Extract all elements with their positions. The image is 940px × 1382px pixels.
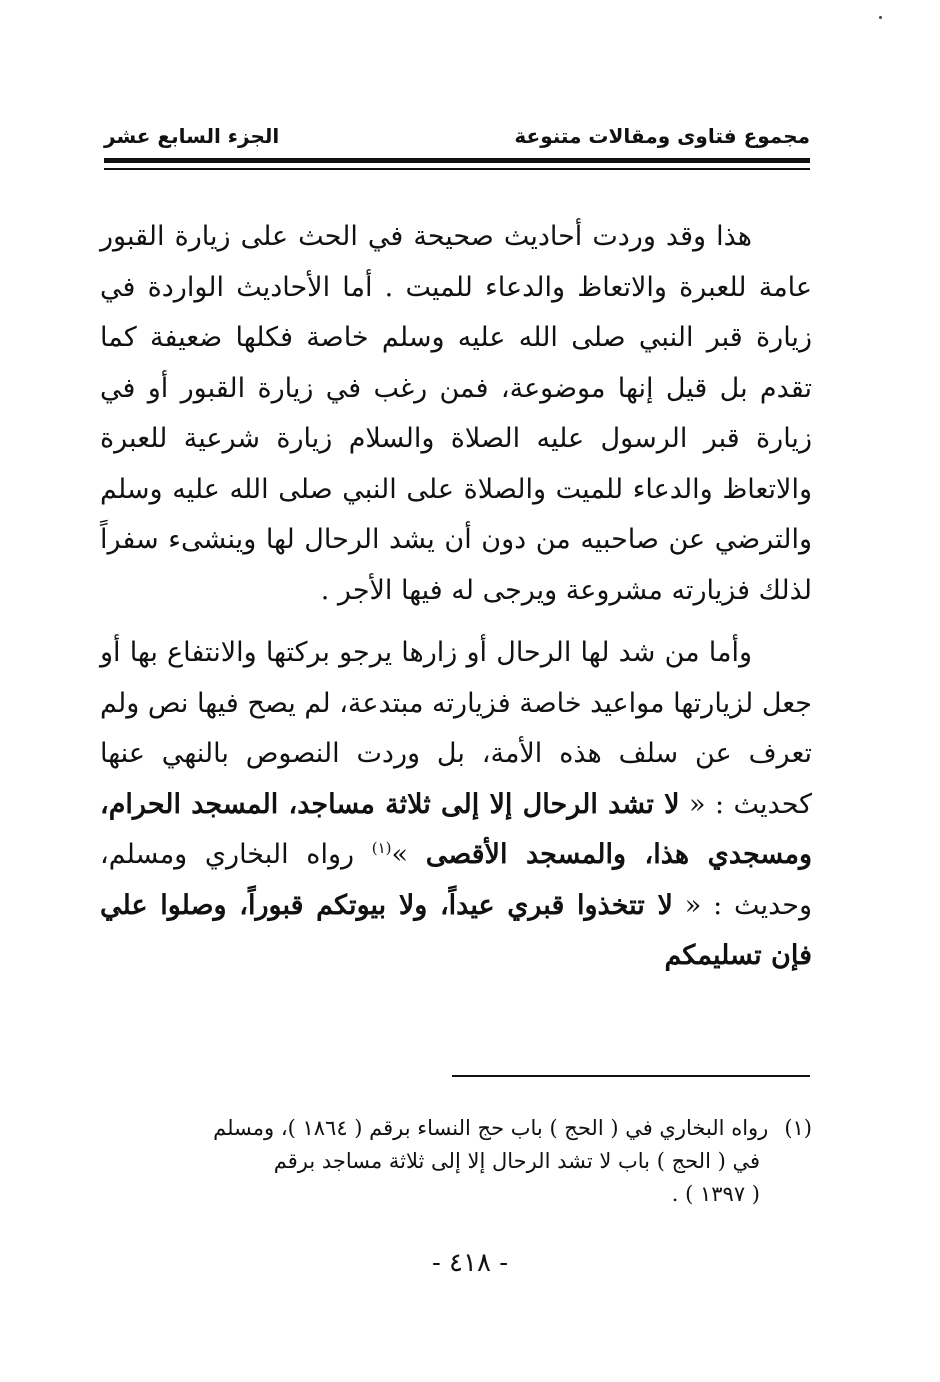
paragraph-2-mid: رواه البخاري ومسلم، وحديث : «	[100, 839, 812, 921]
running-header	[104, 124, 810, 152]
book-title: مجموع فتاوى ومقالات متنوعة	[514, 124, 810, 148]
footnote-ref: (١)	[371, 839, 392, 857]
footnote-line-2: في ( الحج ) باب لا تشد الرحال إلا إلى ثلاثة مساجد برقم	[273, 1149, 760, 1173]
header-rule-thin	[104, 168, 810, 170]
hadith-quote-1: لا تشد الرحال إلا إلى ثلاثة مساجد، المسجد الحرام، ومسجدي هذا، والمسجد الأقصى	[100, 788, 813, 870]
quote-close: »	[391, 839, 426, 870]
volume-label: الجزء السابع عشر	[104, 124, 280, 148]
footnote-line-1: رواه البخاري في ( الحج ) باب حج النساء برقم ( ١٨٦٤ )، ومسلم	[213, 1116, 769, 1140]
header-rule-thick	[104, 158, 810, 163]
footnote-line-3: ( ١٣٩٧ ) .	[671, 1182, 760, 1206]
footnote-number: (١)	[784, 1116, 812, 1140]
scan-speck	[879, 16, 882, 19]
main-text	[100, 212, 812, 982]
paragraph-2	[100, 628, 812, 982]
footnote	[100, 1112, 812, 1211]
hadith-quote-2: لا تتخذوا قبري عيداً، ولا بيوتكم قبوراً، وصلوا علي فإن تسليمكم	[100, 889, 812, 971]
footnote-separator	[452, 1075, 810, 1077]
page-number: - ٤١٨ -	[431, 1248, 509, 1278]
paragraph-2-intro: وأما من شد لها الرحال أو زارها يرجو بركتها والانتفاع بها أو جعل لزيارتها مواعيد خاصة فزيارته مبتدعة، لم يصح فيها نص ولم تعرف عن سلف هذه الأمة، بل وردت النصوص بالنهي عنها كحديث : «	[100, 637, 812, 820]
paragraph-1: هذا وقد وردت أحاديث صحيحة في الحث على زيارة القبور عامة للعبرة والاتعاظ والدعاء للميت . أما الأحاديث الواردة في زيارة قبر النبي صلى الله عليه وسلم خاصة فكلها ضعيفة كما تقدم بل قيل إنها موضوعة، فمن رغب في زيارة القبور أو في زيارة قبر الرسول عليه الصلاة والسلام زيارة شرعية للعبرة والاتعاظ والدعاء للميت والصلاة على النبي صلى الله عليه وسلم والترضي عن صاحبيه من دون أن يشد الرحال لها وينشىء سفراً لذلك فزيارته مشروعة ويرجى له فيها الأجر .	[100, 221, 812, 606]
